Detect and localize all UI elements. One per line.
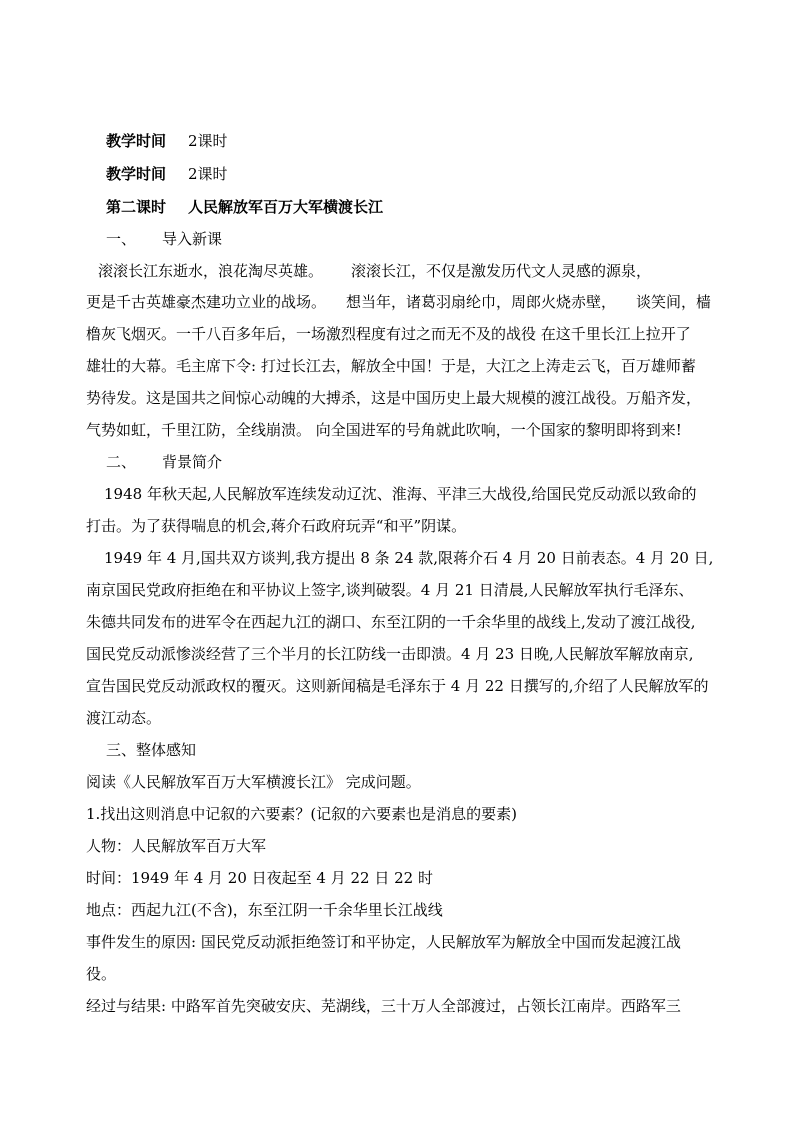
overview-line-4: 时间：1949 年 4 月 20 日夜起至 4 月 22 日 22 时 [86,869,433,887]
lesson-label: 第二课时 [106,198,167,216]
intro-text: 滚滚长江，不仅是激发历代文人灵感的源泉， [351,262,652,280]
section-number: 一、 [106,230,137,248]
background-line-2: 打击。为了获得喘息的机会,蒋介石政府玩弄“和平”阴谋。 [86,517,467,535]
background-line-3: 1949 年 4 月,国共双方谈判,我方提出 8 条 24 款,限蒋介石 4 月 20 日前表态。4 月 20 日, [104,549,714,567]
teaching-time-line-1 [106,131,228,151]
section-2-heading [106,452,222,472]
intro-text: 更是千古英雄豪杰建功立业的战场。 [86,293,327,311]
intro-line-1 [98,261,651,281]
section-title: 导入新课 [162,230,223,248]
background-line-5: 朱德共同发布的进军令在西起九江的湖口、东至江阴的一千余华里的战线上,发动了渡江战役, [86,613,696,631]
teaching-time-label: 教学时间 [106,165,167,183]
teaching-time-line-2 [106,164,228,184]
intro-text: 谈笑间，樯 [636,293,712,311]
intro-line-4: 雄壮的大幕。毛主席下令: 打过长江去，解放全中国！于是，大江之上涛走云飞，百万雄师蓄 [86,357,696,375]
teaching-time-value: 2课时 [188,165,228,183]
lesson-heading [106,197,383,217]
intro-line-3: 橹灰飞烟灭。一千八百多年后，一场激烈程度有过之而无不及的战役 在这千里长江上拉开了 [86,325,691,343]
section-number: 二、 [106,453,137,471]
section-1-heading [106,229,222,249]
overview-line-2: 1.找出这则消息中记叙的六要素？(记叙的六要素也是消息的要素) [86,805,518,823]
overview-line-7: 役。 [86,965,117,983]
background-line-1: 1948 年秋天起,人民解放军连续发动辽沈、淮海、平津三大战役,给国民党反动派以致命的 [104,485,697,503]
section-title: 背景简介 [162,453,223,471]
overview-line-6: 事件发生的原因: 国民党反动派拒绝签订和平协定，人民解放军为解放全中国而发起渡江战 [86,933,681,951]
intro-line-2 [86,292,711,312]
section-3-heading: 三、整体感知 [106,741,197,759]
background-line-7: 宣告国民党反动派政权的覆灭。这则新闻稿是毛泽东于 4 月 22 日撰写的,介绍了人民解放军的 [86,677,709,695]
teaching-time-label: 教学时间 [106,132,167,150]
intro-text: 想当年，诸葛羽扇纶巾，周郎火烧赤壁， [346,293,617,311]
overview-line-5: 地点：西起九江(不含)，东至江阴一千余华里长江战线 [86,901,443,919]
background-line-6: 国民党反动派惨淡经营了三个半月的长江防线一击即溃。4 月 23 日晚,人民解放军解放南京, [86,645,694,663]
background-line-8: 渡江动态。 [86,709,162,727]
overview-line-3: 人物：人民解放军百万大军 [86,837,267,855]
intro-line-6: 气势如虹，千里江防，全线崩溃。 向全国进军的号角就此吹响，一个国家的黎明即将到来! [86,421,682,439]
intro-text: 滚滚长江东逝水，浪花淘尽英雄。 [98,262,324,280]
background-line-4: 南京国民党政府拒绝在和平协议上签字,谈判破裂。4 月 21 日清晨,人民解放军执行毛泽东、 [86,581,694,599]
overview-line-1: 阅读《人民解放军百万大军横渡长江》 完成问题。 [86,773,421,791]
intro-line-5: 势待发。这是国共之间惊心动魄的大搏杀，这是中国历史上最大规模的渡江战役。万船齐发， [86,389,702,407]
overview-line-8: 经过与结果: 中路军首先突破安庆、芜湖线，三十万人全部渡过，占领长江南岸。西路军三 [86,997,681,1015]
teaching-time-value: 2课时 [188,132,228,150]
lesson-title: 人民解放军百万大军横渡长江 [188,198,384,216]
